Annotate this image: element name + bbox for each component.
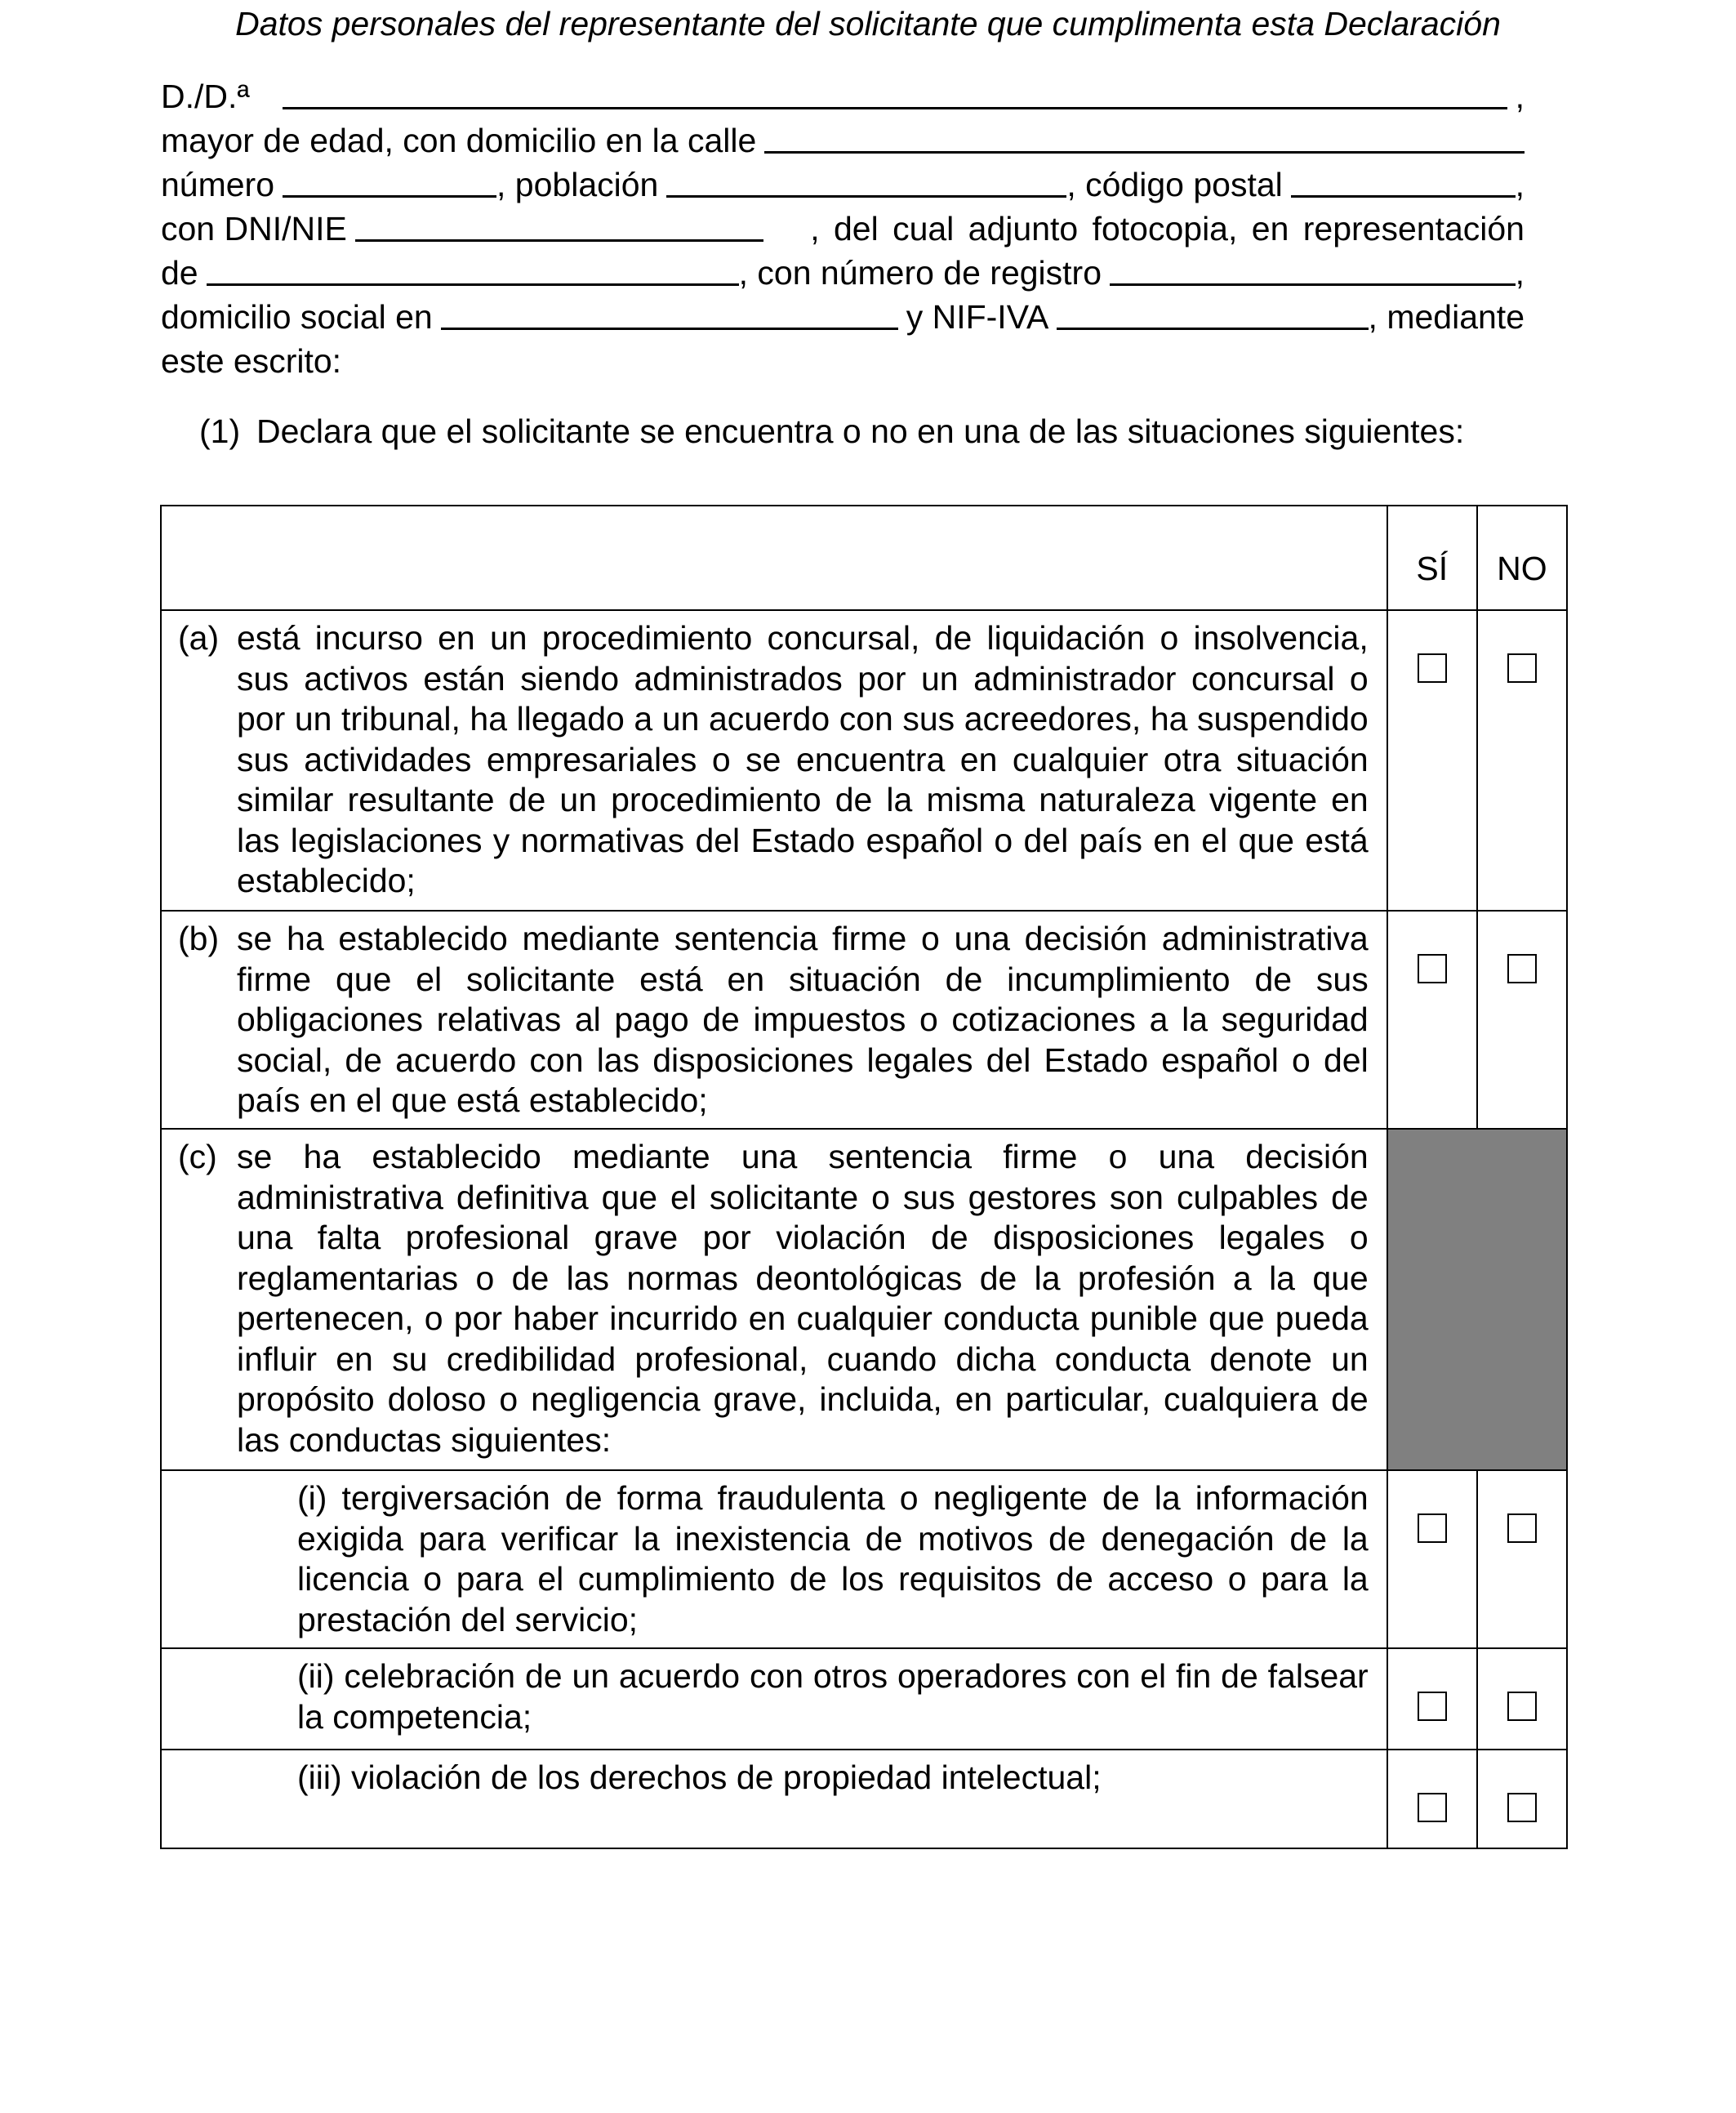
mediante-label: , mediante (1368, 298, 1525, 336)
name-field[interactable] (283, 79, 1507, 109)
header-no: NO (1477, 506, 1567, 610)
table-header-row (161, 506, 1567, 610)
section-heading: Datos personales del representante del solicitante que cumplimenta esta Declaración (235, 5, 1501, 42)
representative-form (161, 72, 1525, 381)
nif-field[interactable] (1057, 300, 1368, 330)
street-label: mayor de edad, con domicilio en la calle (161, 122, 757, 159)
row-iii-si-checkbox[interactable] (1418, 1793, 1447, 1822)
form-line-entity (161, 248, 1525, 292)
declaration-statement (199, 410, 1464, 452)
row-c-shaded-cell (1387, 1129, 1567, 1470)
name-label: D./D.ª (161, 78, 250, 115)
number-field[interactable] (283, 167, 496, 198)
row-text: se ha establecido mediante una sentencia firme o una decisión administrativa definitiva que el solicitante o sus gestores son culpables de una falta profesional grave por violación de disposiciones legales o reglamentarias o de las normas deontológicas de la profesión a la que pertenecen, o por haber incurrido en cualquier conducta punible que pueda influir en su credibilidad profesional, cuando dicha conducta denote un propósito doloso o negligencia grave, incluida, en particular, cualquiera de las conductas siguientes: (237, 1138, 1369, 1459)
row-a-text-cell (161, 610, 1387, 911)
row-b-si-cell (1387, 911, 1477, 1129)
row-b-no-cell (1477, 911, 1567, 1129)
table-row (161, 911, 1567, 1129)
row-label: (ii) (297, 1657, 335, 1695)
row-a-si-checkbox[interactable] (1418, 653, 1447, 683)
registry-comma: , (1515, 254, 1525, 292)
row-ii-si-cell (1387, 1648, 1477, 1750)
row-text: se ha establecido mediante sentencia firme o una decisión administrativa firme que el solicitante está en situación de incumplimiento de sus obligaciones relativas al pago de impuestos o cotizaciones a la seguridad social, de acuerdo con las disposiciones legales del Estado español o del país en el que está establecido; (237, 920, 1369, 1119)
row-iii-no-cell (1477, 1750, 1567, 1848)
domicile-field[interactable] (441, 300, 898, 330)
table-row (161, 1470, 1567, 1648)
table-row (161, 1648, 1567, 1750)
table-row (161, 1129, 1567, 1470)
declaration-number: (1) (199, 412, 241, 450)
row-ii-si-checkbox[interactable] (1418, 1692, 1447, 1721)
row-ii-no-cell (1477, 1648, 1567, 1750)
number-label: número (161, 166, 275, 203)
row-i-si-checkbox[interactable] (1418, 1513, 1447, 1543)
closing-text: este escrito: (161, 342, 342, 380)
table-row (161, 1750, 1567, 1848)
row-iii-si-cell (1387, 1750, 1477, 1848)
row-label: (c) (178, 1138, 217, 1175)
registry-field[interactable] (1110, 256, 1516, 286)
row-b-text-cell (161, 911, 1387, 1129)
header-empty-cell (161, 506, 1387, 610)
row-i-no-checkbox[interactable] (1507, 1513, 1537, 1543)
form-line-address (161, 160, 1525, 204)
dni-field[interactable] (355, 212, 763, 242)
form-line-domicile (161, 292, 1525, 337)
form-line-closing (161, 337, 1525, 381)
row-a-si-cell (1387, 610, 1477, 911)
form-line-street (161, 116, 1525, 160)
row-iii-no-checkbox[interactable] (1507, 1793, 1537, 1822)
row-label: (iii) (297, 1759, 342, 1796)
situations-table (160, 505, 1568, 1849)
town-label: , población (496, 166, 659, 203)
row-a-no-cell (1477, 610, 1567, 911)
table-row (161, 610, 1567, 911)
entity-field[interactable] (207, 256, 739, 286)
name-comma: , (1515, 78, 1525, 115)
entity-label: de (161, 254, 198, 292)
row-text: está incurso en un procedimiento concursal, de liquidación o insolvencia, sus activos están siendo administrados por un administrador concursal o por un tribunal, ha llegado a un acuerdo con sus acreedores, ha suspendido sus actividades empresariales o se encuentra en cualquier otra situación similar resultante de un procedimiento de la misma naturaleza vigente en las legislaciones y normativas del Estado español o del país en el que está establecido; (237, 619, 1369, 899)
declaration-text: Declara que el solicitante se encuentra o no en una de las situaciones siguientes: (256, 412, 1465, 450)
row-ii-no-checkbox[interactable] (1507, 1692, 1537, 1721)
dni-label: con DNI/NIE (161, 210, 347, 247)
row-iii-text-cell (161, 1750, 1387, 1848)
row-text: violación de los derechos de propiedad intelectual; (351, 1759, 1102, 1796)
row-text: tergiversación de forma fraudulenta o negligente de la información exigida para verificar la inexistencia de motivos de denegación de la licencia o para el cumplimiento de los requisitos de acceso o para la prestación del servicio; (297, 1479, 1369, 1638)
row-label: (a) (178, 619, 220, 657)
row-i-si-cell (1387, 1470, 1477, 1648)
postal-code-field[interactable] (1291, 167, 1516, 198)
form-line-dni (161, 204, 1525, 248)
row-text: celebración de un acuerdo con otros operadores con el fin de falsear la competencia; (297, 1657, 1369, 1736)
address-comma: , (1515, 166, 1525, 203)
dni-representation-text: , del cual adjunto fotocopia, en representación (810, 210, 1525, 247)
nif-label: y NIF-IVA (906, 298, 1049, 336)
domicile-label: domicilio social en (161, 298, 433, 336)
row-b-si-checkbox[interactable] (1418, 954, 1447, 983)
postal-code-label: , código postal (1066, 166, 1283, 203)
row-label: (i) (297, 1479, 327, 1517)
row-label: (b) (178, 920, 220, 957)
row-i-text-cell (161, 1470, 1387, 1648)
town-field[interactable] (666, 167, 1066, 198)
form-line-name (161, 72, 1525, 116)
street-field[interactable] (764, 123, 1525, 154)
row-b-no-checkbox[interactable] (1507, 954, 1537, 983)
row-c-text-cell (161, 1129, 1387, 1470)
registry-label: , con número de registro (738, 254, 1102, 292)
header-si: SÍ (1387, 506, 1477, 610)
row-i-no-cell (1477, 1470, 1567, 1648)
row-a-no-checkbox[interactable] (1507, 653, 1537, 683)
row-ii-text-cell (161, 1648, 1387, 1750)
